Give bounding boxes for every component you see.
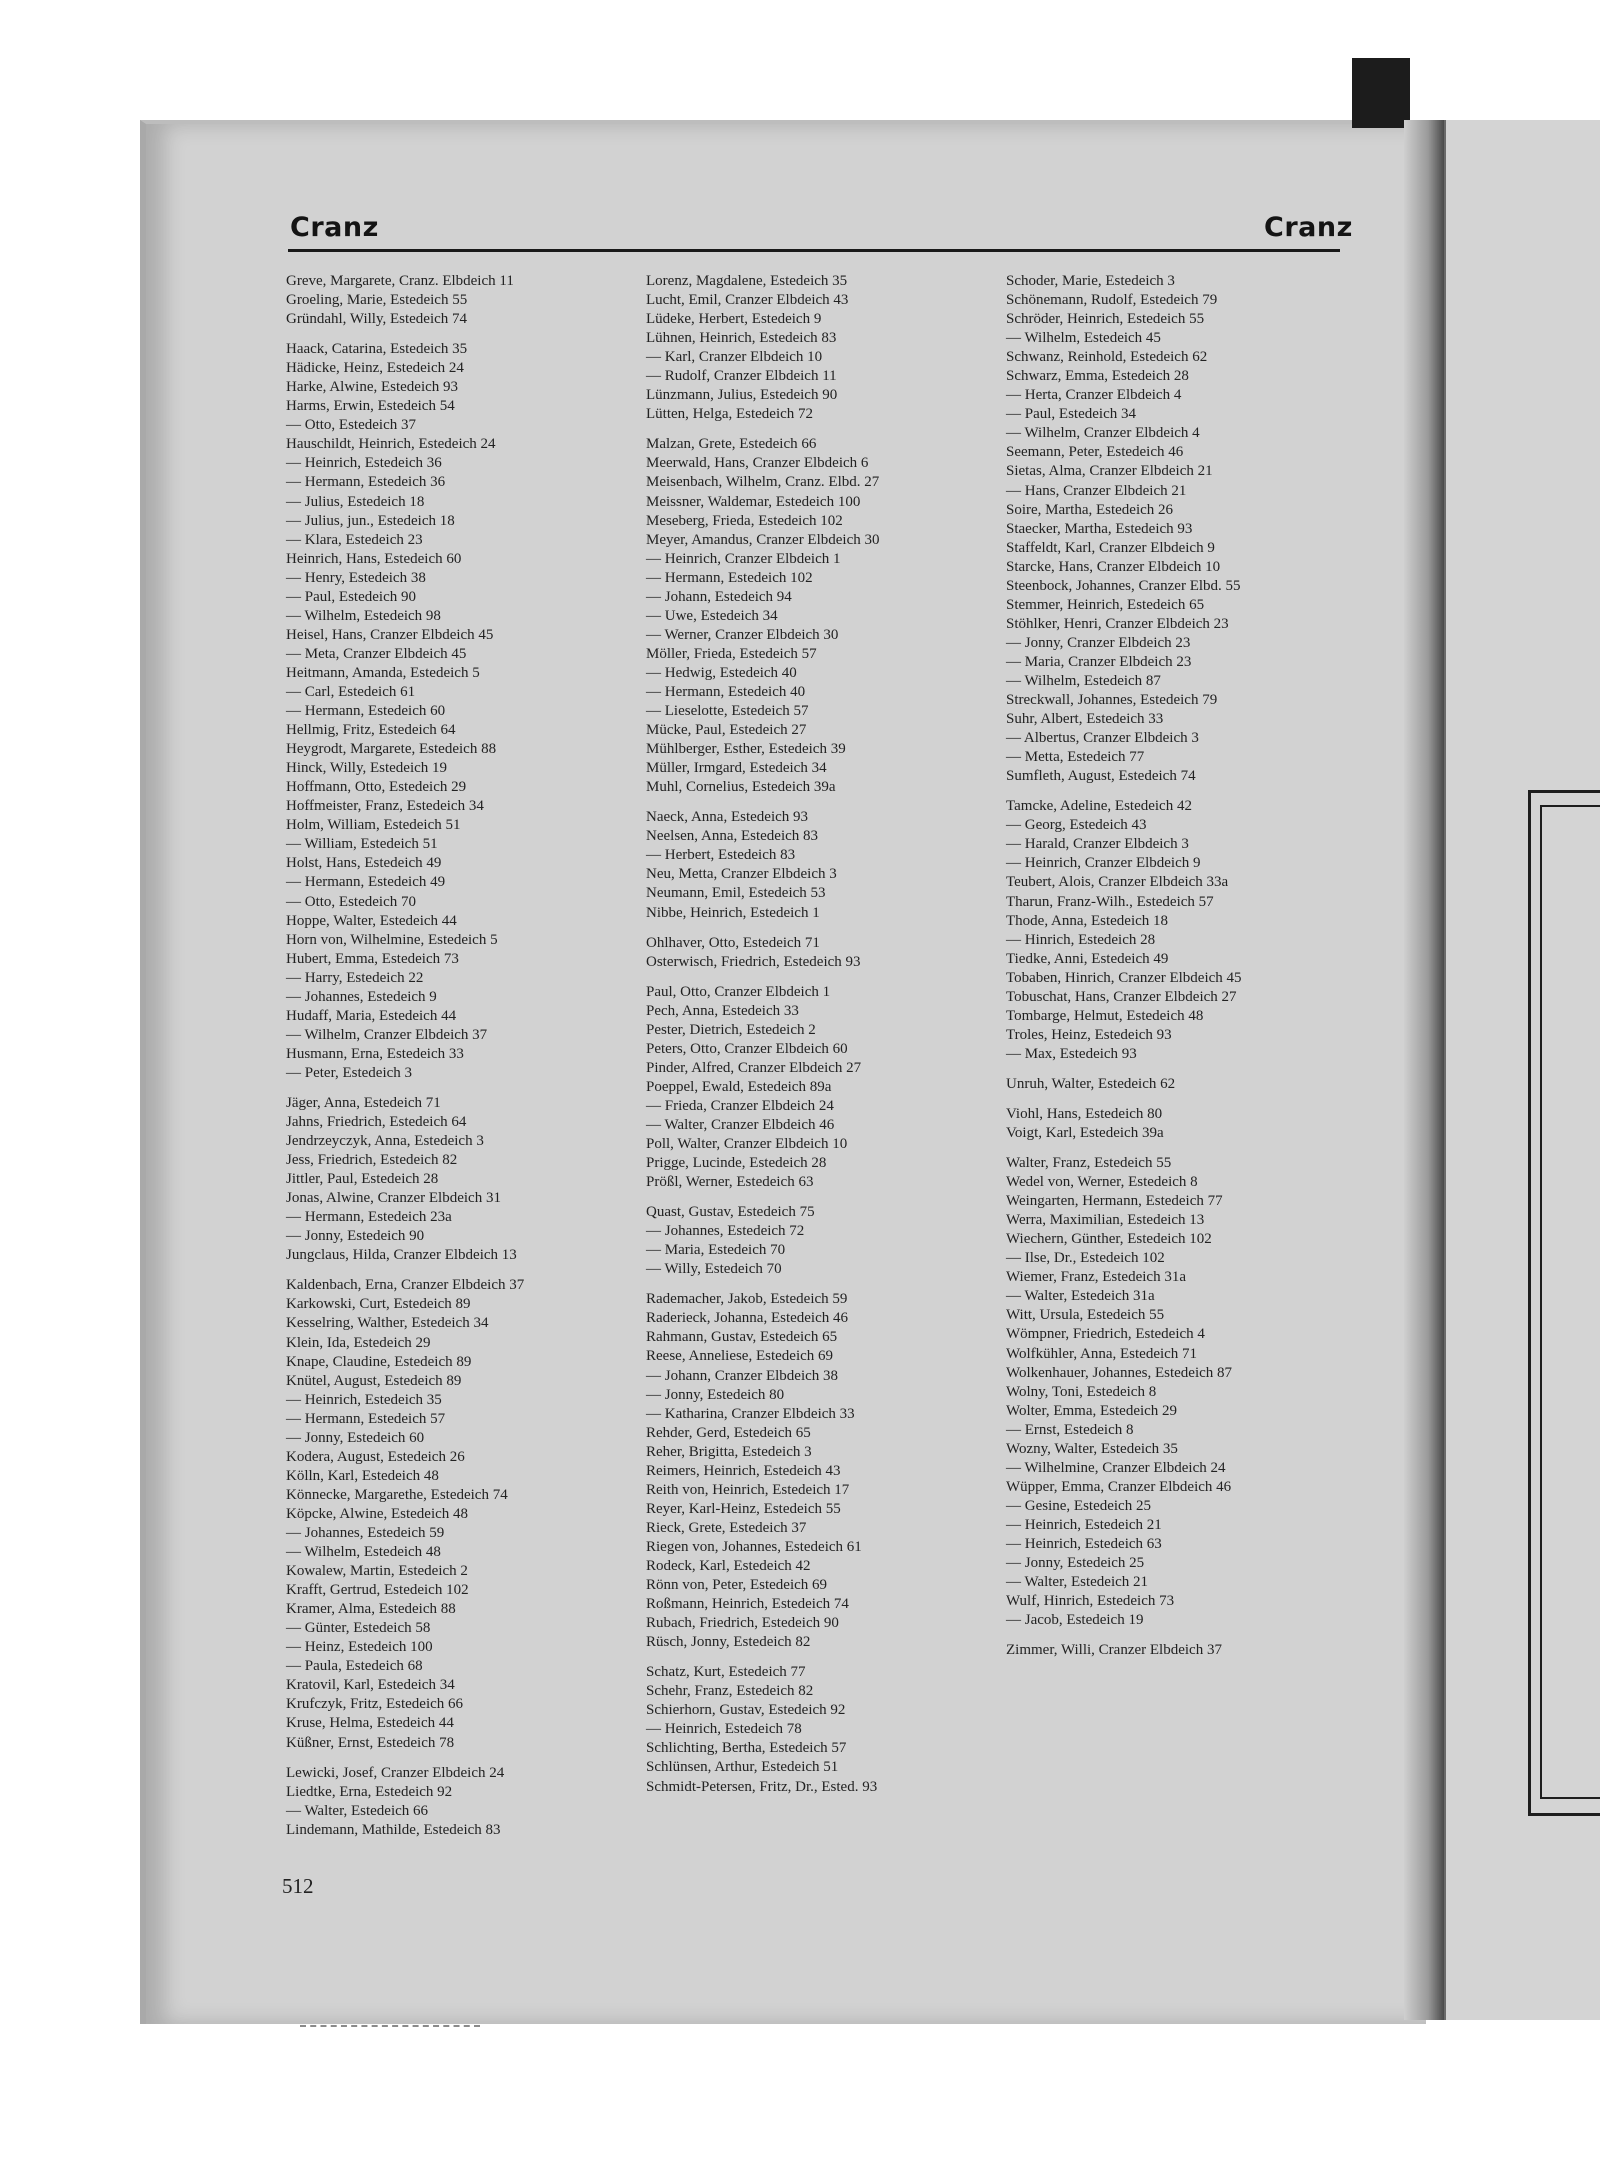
directory-entry: Heinrich, Hans, Estedeich 60 bbox=[286, 550, 462, 567]
directory-entry: Pester, Dietrich, Estedeich 2 bbox=[646, 1021, 816, 1038]
directory-column-3 bbox=[1006, 272, 1346, 1660]
section-gap bbox=[1006, 786, 1346, 797]
directory-entry: — Hinrich, Estedeich 28 bbox=[1006, 931, 1156, 948]
directory-entry: — Hedwig, Estedeich 40 bbox=[646, 664, 797, 681]
directory-entry: Kesselring, Walther, Estedeich 34 bbox=[286, 1315, 489, 1332]
directory-entry: Hinck, Willy, Estedeich 19 bbox=[286, 760, 448, 777]
directory-entry: Jahns, Friedrich, Estedeich 64 bbox=[286, 1114, 467, 1131]
directory-entry: — Jonny, Estedeich 80 bbox=[646, 1386, 785, 1403]
directory-entry: Hudaff, Maria, Estedeich 44 bbox=[286, 1007, 457, 1024]
section-gap bbox=[646, 424, 986, 435]
directory-entry: — Wilhelm, Estedeich 87 bbox=[1006, 672, 1161, 689]
directory-entry: — Paul, Estedeich 90 bbox=[286, 588, 416, 605]
directory-entry: Hubert, Emma, Estedeich 73 bbox=[286, 950, 459, 967]
directory-entry: Hauschildt, Heinrich, Estedeich 24 bbox=[286, 436, 496, 453]
directory-entry: Wiemer, Franz, Estedeich 31a bbox=[1006, 1269, 1186, 1286]
directory-entry: — Johann, Estedeich 94 bbox=[646, 588, 792, 605]
directory-entry: — Hermann, Estedeich 102 bbox=[646, 569, 813, 586]
directory-entry: Wolny, Toni, Estedeich 8 bbox=[1006, 1383, 1157, 1400]
directory-entry: — Günter, Estedeich 58 bbox=[286, 1620, 431, 1637]
directory-entry: — Walter, Estedeich 31a bbox=[1006, 1288, 1155, 1305]
book-spine bbox=[1352, 58, 1410, 128]
directory-entry: Neumann, Emil, Estedeich 53 bbox=[646, 885, 826, 902]
directory-entry: — Johannes, Estedeich 9 bbox=[286, 988, 437, 1005]
directory-entry: Roßmann, Heinrich, Estedeich 74 bbox=[646, 1596, 849, 1613]
directory-entry: — Werner, Cranzer Elbdeich 30 bbox=[646, 626, 839, 643]
directory-entry: — Maria, Cranzer Elbdeich 23 bbox=[1006, 653, 1192, 670]
directory-entry: Unruh, Walter, Estedeich 62 bbox=[1006, 1075, 1176, 1092]
directory-entry: — Ilse, Dr., Estedeich 102 bbox=[1006, 1250, 1165, 1267]
directory-entry: Mühlberger, Esther, Estedeich 39 bbox=[646, 741, 846, 758]
section-gap bbox=[286, 1753, 626, 1764]
directory-entry: Hoppe, Walter, Estedeich 44 bbox=[286, 912, 457, 929]
directory-entry: — Julius, Estedeich 18 bbox=[286, 493, 425, 510]
directory-entry: — Walter, Estedeich 21 bbox=[1006, 1574, 1149, 1591]
directory-entry: Neelsen, Anna, Estedeich 83 bbox=[646, 828, 819, 845]
section-gap bbox=[1006, 1064, 1346, 1075]
directory-entry: Liedtke, Erna, Estedeich 92 bbox=[286, 1783, 453, 1800]
directory-entry: Viohl, Hans, Estedeich 80 bbox=[1006, 1105, 1163, 1122]
directory-entry: Kölln, Karl, Estedeich 48 bbox=[286, 1467, 439, 1484]
directory-entry: — Jonny, Estedeich 90 bbox=[286, 1228, 425, 1245]
page-gutter bbox=[1404, 120, 1444, 2020]
directory-entry: Meisenbach, Wilhelm, Cranz. Elbd. 27 bbox=[646, 474, 880, 491]
directory-entry: Krafft, Gertrud, Estedeich 102 bbox=[286, 1582, 469, 1599]
directory-entry: Lewicki, Josef, Cranzer Elbdeich 24 bbox=[286, 1764, 505, 1781]
section-gap bbox=[286, 1265, 626, 1276]
directory-entry: Könnecke, Margarethe, Estedeich 74 bbox=[286, 1486, 508, 1503]
directory-entry: Möller, Frieda, Estedeich 57 bbox=[646, 645, 817, 662]
directory-entry: — Paula, Estedeich 68 bbox=[286, 1658, 423, 1675]
directory-entry: Raderieck, Johanna, Estedeich 46 bbox=[646, 1310, 849, 1327]
directory-entry: — Heinrich, Estedeich 63 bbox=[1006, 1536, 1162, 1552]
directory-entry: Suhr, Albert, Estedeich 33 bbox=[1006, 711, 1164, 728]
directory-entry: Lorenz, Magdalene, Estedeich 35 bbox=[646, 273, 848, 289]
directory-entry: Lühnen, Heinrich, Estedeich 83 bbox=[646, 330, 837, 347]
directory-column-1 bbox=[286, 272, 626, 1840]
directory-entry: Troles, Heinz, Estedeich 93 bbox=[1006, 1026, 1172, 1043]
directory-entry: Schwanz, Reinhold, Estedeich 62 bbox=[1006, 349, 1208, 366]
directory-entry: — Heinrich, Estedeich 21 bbox=[1006, 1516, 1162, 1533]
directory-entry: — Otto, Estedeich 37 bbox=[286, 417, 416, 434]
directory-entry: — Peter, Estedeich 3 bbox=[286, 1064, 413, 1081]
directory-entry: Tamcke, Adeline, Estedeich 42 bbox=[1006, 798, 1192, 815]
directory-entry: Walter, Franz, Estedeich 55 bbox=[1006, 1155, 1172, 1172]
directory-entry: Wüpper, Emma, Cranzer Elbdeich 46 bbox=[1006, 1478, 1232, 1495]
directory-entry: Holm, William, Estedeich 51 bbox=[286, 817, 461, 834]
directory-entry: Schwarz, Emma, Estedeich 28 bbox=[1006, 368, 1189, 385]
directory-column-2 bbox=[646, 272, 986, 1797]
directory-entry: Reese, Anneliese, Estedeich 69 bbox=[646, 1348, 834, 1365]
directory-entry: Haack, Catarina, Estedeich 35 bbox=[286, 341, 468, 358]
directory-entry: Neu, Metta, Cranzer Elbdeich 3 bbox=[646, 866, 837, 883]
directory-entry: Rubach, Friedrich, Estedeich 90 bbox=[646, 1615, 839, 1632]
directory-entry: — Willy, Estedeich 70 bbox=[646, 1261, 782, 1278]
directory-entry: — Herta, Cranzer Elbdeich 4 bbox=[1006, 387, 1182, 404]
section-gap bbox=[646, 1192, 986, 1203]
directory-entry: — Metta, Estedeich 77 bbox=[1006, 749, 1145, 766]
directory-entry: Gründahl, Willy, Estedeich 74 bbox=[286, 311, 468, 328]
directory-entry: Jonas, Alwine, Cranzer Elbdeich 31 bbox=[286, 1190, 501, 1207]
directory-entry: Heitmann, Amanda, Estedeich 5 bbox=[286, 664, 480, 681]
directory-entry: Wiechern, Günther, Estedeich 102 bbox=[1006, 1231, 1212, 1248]
directory-entry: Thode, Anna, Estedeich 18 bbox=[1006, 912, 1169, 929]
directory-entry: Rahmann, Gustav, Estedeich 65 bbox=[646, 1329, 838, 1346]
directory-entry: Wolfkühler, Anna, Estedeich 71 bbox=[1006, 1345, 1198, 1362]
directory-entry: — Wilhelm, Estedeich 98 bbox=[286, 607, 441, 624]
directory-entry: Streckwall, Johannes, Estedeich 79 bbox=[1006, 692, 1218, 709]
directory-entry: Schehr, Franz, Estedeich 82 bbox=[646, 1683, 814, 1700]
directory-entry: Rieck, Grete, Estedeich 37 bbox=[646, 1519, 807, 1536]
directory-entry: Naeck, Anna, Estedeich 93 bbox=[646, 809, 809, 826]
directory-entry: — Henry, Estedeich 38 bbox=[286, 569, 426, 586]
directory-entry: Wömpner, Friedrich, Estedeich 4 bbox=[1006, 1326, 1205, 1343]
directory-entry: Meseberg, Frieda, Estedeich 102 bbox=[646, 512, 843, 529]
directory-entry: Jäger, Anna, Estedeich 71 bbox=[286, 1094, 441, 1111]
directory-entry: — Ernst, Estedeich 8 bbox=[1006, 1421, 1134, 1438]
directory-entry: Wolkenhauer, Johannes, Estedeich 87 bbox=[1006, 1364, 1233, 1381]
directory-entry: Wedel von, Werner, Estedeich 8 bbox=[1006, 1174, 1198, 1191]
directory-entry: — Heinrich, Estedeich 78 bbox=[646, 1721, 802, 1738]
directory-entry: Ohlhaver, Otto, Estedeich 71 bbox=[646, 934, 820, 951]
directory-entry: — Karl, Cranzer Elbdeich 10 bbox=[646, 349, 823, 366]
directory-entry: — Hermann, Estedeich 23a bbox=[286, 1209, 452, 1226]
directory-entry: Teubert, Alois, Cranzer Elbdeich 33a bbox=[1006, 874, 1229, 891]
directory-entry: Kowalew, Martin, Estedeich 2 bbox=[286, 1563, 468, 1580]
directory-entry: Starcke, Hans, Cranzer Elbdeich 10 bbox=[1006, 558, 1221, 575]
directory-entry: — Paul, Estedeich 34 bbox=[1006, 406, 1136, 423]
directory-entry: — Katharina, Cranzer Elbdeich 33 bbox=[646, 1405, 855, 1422]
directory-entry: Rehder, Gerd, Estedeich 65 bbox=[646, 1424, 811, 1441]
directory-entry: Muhl, Cornelius, Estedeich 39a bbox=[646, 779, 836, 796]
directory-entry: Reith von, Heinrich, Estedeich 17 bbox=[646, 1481, 850, 1498]
directory-entry: Krufczyk, Fritz, Estedeich 66 bbox=[286, 1696, 464, 1713]
directory-entry: Mücke, Paul, Estedeich 27 bbox=[646, 722, 807, 739]
directory-entry: Tharun, Franz-Wilh., Estedeich 57 bbox=[1006, 893, 1214, 910]
directory-entry: Hädicke, Heinz, Estedeich 24 bbox=[286, 360, 464, 377]
directory-entry: Weingarten, Hermann, Estedeich 77 bbox=[1006, 1193, 1223, 1210]
directory-entry: — Frieda, Cranzer Elbdeich 24 bbox=[646, 1097, 834, 1114]
directory-entry: Kruse, Helma, Estedeich 44 bbox=[286, 1715, 454, 1732]
section-gap bbox=[646, 1279, 986, 1290]
directory-entry: Rüsch, Jonny, Estedeich 82 bbox=[646, 1634, 811, 1651]
directory-entry: — Julius, jun., Estedeich 18 bbox=[286, 512, 455, 529]
section-gap bbox=[646, 972, 986, 983]
directory-entry: Jendrzeyczyk, Anna, Estedeich 3 bbox=[286, 1133, 484, 1150]
section-gap bbox=[286, 329, 626, 340]
directory-entry: Hoffmeister, Franz, Estedeich 34 bbox=[286, 798, 484, 815]
directory-entry: Reher, Brigitta, Estedeich 3 bbox=[646, 1443, 812, 1460]
directory-entry: Sumfleth, August, Estedeich 74 bbox=[1006, 768, 1196, 785]
directory-entry: Meyer, Amandus, Cranzer Elbdeich 30 bbox=[646, 531, 880, 548]
directory-entry: Wozny, Walter, Estedeich 35 bbox=[1006, 1440, 1178, 1457]
directory-entry: Küßner, Ernst, Estedeich 78 bbox=[286, 1734, 455, 1751]
directory-entry: — Wilhelm, Estedeich 48 bbox=[286, 1544, 441, 1561]
facing-page-inner-frame bbox=[1540, 805, 1600, 1799]
directory-entry: — Johannes, Estedeich 72 bbox=[646, 1223, 805, 1240]
directory-entry: Greve, Margarete, Cranz. Elbdeich 11 bbox=[286, 273, 514, 289]
directory-entry: — Heinz, Estedeich 100 bbox=[286, 1639, 433, 1656]
directory-entry: Schmidt-Petersen, Fritz, Dr., Ested. 93 bbox=[646, 1778, 878, 1795]
directory-entry: — Johann, Cranzer Elbdeich 38 bbox=[646, 1367, 839, 1384]
directory-entry: Schierhorn, Gustav, Estedeich 92 bbox=[646, 1702, 846, 1719]
directory-entry: Voigt, Karl, Estedeich 39a bbox=[1006, 1125, 1164, 1142]
directory-entry: Prigge, Lucinde, Estedeich 28 bbox=[646, 1155, 827, 1172]
directory-entry: — Walter, Estedeich 66 bbox=[286, 1802, 429, 1819]
directory-entry: Osterwisch, Friedrich, Estedeich 93 bbox=[646, 953, 861, 970]
directory-entry: Kratovil, Karl, Estedeich 34 bbox=[286, 1677, 455, 1694]
directory-entry: Heygrodt, Margarete, Estedeich 88 bbox=[286, 741, 497, 758]
directory-entry: Schlichting, Bertha, Estedeich 57 bbox=[646, 1740, 847, 1757]
directory-entry: Kodera, August, Estedeich 26 bbox=[286, 1448, 465, 1465]
directory-entry: Knape, Claudine, Estedeich 89 bbox=[286, 1353, 472, 1370]
directory-entry: Wulf, Hinrich, Estedeich 73 bbox=[1006, 1593, 1175, 1610]
section-gap bbox=[646, 1652, 986, 1663]
directory-entry: — Lieselotte, Estedeich 57 bbox=[646, 703, 809, 720]
directory-entry: Schatz, Kurt, Estedeich 77 bbox=[646, 1664, 806, 1681]
directory-entry: Lucht, Emil, Cranzer Elbdeich 43 bbox=[646, 292, 849, 309]
directory-entry: Harms, Erwin, Estedeich 54 bbox=[286, 398, 455, 415]
directory-entry: Knütel, August, Estedeich 89 bbox=[286, 1372, 462, 1389]
directory-entry: Peters, Otto, Cranzer Elbdeich 60 bbox=[646, 1040, 848, 1057]
directory-entry: Poeppel, Ewald, Estedeich 89a bbox=[646, 1078, 832, 1095]
directory-entry: — Meta, Cranzer Elbdeich 45 bbox=[286, 645, 467, 662]
directory-entry: Husmann, Erna, Estedeich 33 bbox=[286, 1045, 464, 1062]
directory-entry: Witt, Ursula, Estedeich 55 bbox=[1006, 1307, 1165, 1324]
directory-entry: — Harald, Cranzer Elbdeich 3 bbox=[1006, 836, 1189, 853]
directory-entry: — Hermann, Estedeich 49 bbox=[286, 874, 446, 891]
directory-entry: Seemann, Peter, Estedeich 46 bbox=[1006, 444, 1184, 461]
directory-entry: Staffeldt, Karl, Cranzer Elbdeich 9 bbox=[1006, 539, 1215, 556]
directory-entry: Werra, Maximilian, Estedeich 13 bbox=[1006, 1212, 1205, 1229]
directory-entry: — Georg, Estedeich 43 bbox=[1006, 817, 1147, 834]
directory-entry: Stöhlker, Henri, Cranzer Elbdeich 23 bbox=[1006, 615, 1229, 632]
directory-entry: Meissner, Waldemar, Estedeich 100 bbox=[646, 493, 861, 510]
directory-entry: — Heinrich, Estedeich 35 bbox=[286, 1391, 442, 1408]
directory-entry: — Klara, Estedeich 23 bbox=[286, 531, 423, 548]
directory-entry: Schröder, Heinrich, Estedeich 55 bbox=[1006, 311, 1205, 328]
directory-entry: Lünzmann, Julius, Estedeich 90 bbox=[646, 387, 838, 404]
directory-entry: — Walter, Cranzer Elbdeich 46 bbox=[646, 1116, 835, 1133]
directory-entry: — Max, Estedeich 93 bbox=[1006, 1045, 1137, 1062]
directory-entry: Kaldenbach, Erna, Cranzer Elbdeich 37 bbox=[286, 1277, 525, 1294]
directory-entry: Harke, Alwine, Estedeich 93 bbox=[286, 379, 459, 396]
directory-entry: — Heinrich, Cranzer Elbdeich 9 bbox=[1006, 855, 1201, 872]
directory-entry: Staecker, Martha, Estedeich 93 bbox=[1006, 520, 1193, 537]
directory-entry: — Hans, Cranzer Elbdeich 21 bbox=[1006, 482, 1187, 499]
section-gap bbox=[1006, 1630, 1346, 1641]
directory-entry: Reimers, Heinrich, Estedeich 43 bbox=[646, 1462, 841, 1479]
directory-entry: Horn von, Wilhelmine, Estedeich 5 bbox=[286, 931, 498, 948]
directory-entry: Nibbe, Heinrich, Estedeich 1 bbox=[646, 904, 820, 921]
section-gap bbox=[286, 1083, 626, 1094]
directory-entry: — Wilhelm, Cranzer Elbdeich 4 bbox=[1006, 425, 1200, 442]
directory-entry: Tombarge, Helmut, Estedeich 48 bbox=[1006, 1007, 1204, 1024]
directory-entry: Karkowski, Curt, Estedeich 89 bbox=[286, 1296, 471, 1313]
section-gap bbox=[646, 923, 986, 934]
directory-entry: Jittler, Paul, Estedeich 28 bbox=[286, 1171, 439, 1188]
directory-entry: — Hermann, Estedeich 60 bbox=[286, 703, 446, 720]
directory-entry: Jungclaus, Hilda, Cranzer Elbdeich 13 bbox=[286, 1247, 517, 1264]
directory-entry: Tiedke, Anni, Estedeich 49 bbox=[1006, 950, 1169, 967]
scan-background bbox=[0, 58, 140, 2028]
directory-entry: Paul, Otto, Cranzer Elbdeich 1 bbox=[646, 983, 831, 1000]
directory-entry: Lütten, Helga, Estedeich 72 bbox=[646, 406, 814, 423]
directory-entry: — Uwe, Estedeich 34 bbox=[646, 607, 778, 624]
directory-entry: — Jonny, Estedeich 25 bbox=[1006, 1555, 1145, 1572]
directory-entry: Sietas, Alma, Cranzer Elbdeich 21 bbox=[1006, 463, 1213, 480]
header-rule bbox=[288, 249, 1340, 252]
page-number: 512 bbox=[282, 1874, 314, 1898]
directory-entry: — Johannes, Estedeich 59 bbox=[286, 1525, 445, 1541]
directory-entry: — Heinrich, Cranzer Elbdeich 1 bbox=[646, 550, 841, 567]
directory-entry: Hellmig, Fritz, Estedeich 64 bbox=[286, 722, 456, 739]
directory-entry: Tobuschat, Hans, Cranzer Elbdeich 27 bbox=[1006, 988, 1237, 1005]
directory-entry: — Jonny, Cranzer Elbdeich 23 bbox=[1006, 634, 1191, 651]
directory-entry: Malzan, Grete, Estedeich 66 bbox=[646, 436, 817, 453]
directory-entry: Schoder, Marie, Estedeich 3 bbox=[1006, 273, 1175, 289]
directory-entry: Poll, Walter, Cranzer Elbdeich 10 bbox=[646, 1136, 848, 1153]
directory-entry: Riegen von, Johannes, Estedeich 61 bbox=[646, 1538, 862, 1555]
directory-entry: Heisel, Hans, Cranzer Elbdeich 45 bbox=[286, 626, 494, 643]
directory-entry: — Jacob, Estedeich 19 bbox=[1006, 1612, 1144, 1629]
directory-entry: — Rudolf, Cranzer Elbdeich 11 bbox=[646, 368, 837, 385]
running-head-right: Cranz bbox=[1264, 212, 1353, 243]
directory-entry: Groeling, Marie, Estedeich 55 bbox=[286, 292, 468, 309]
scan-artifact-line bbox=[300, 2025, 480, 2029]
directory-entry: — Harry, Estedeich 22 bbox=[286, 969, 424, 986]
directory-entry: — Carl, Estedeich 61 bbox=[286, 683, 416, 700]
directory-entry: — Herbert, Estedeich 83 bbox=[646, 847, 796, 864]
directory-entry: Köpcke, Alwine, Estedeich 48 bbox=[286, 1505, 469, 1522]
directory-entry: — Hermann, Estedeich 57 bbox=[286, 1410, 446, 1427]
directory-entry: Soire, Martha, Estedeich 26 bbox=[1006, 501, 1174, 518]
directory-entry: Reyer, Karl-Heinz, Estedeich 55 bbox=[646, 1500, 841, 1517]
directory-entry: Pinder, Alfred, Cranzer Elbdeich 27 bbox=[646, 1059, 862, 1076]
directory-entry: Rönn von, Peter, Estedeich 69 bbox=[646, 1577, 828, 1594]
directory-entry: Kramer, Alma, Estedeich 88 bbox=[286, 1601, 456, 1618]
directory-entry: Rodeck, Karl, Estedeich 42 bbox=[646, 1558, 811, 1574]
directory-entry: Holst, Hans, Estedeich 49 bbox=[286, 855, 442, 872]
directory-entry: — Gesine, Estedeich 25 bbox=[1006, 1497, 1151, 1514]
directory-entry: — William, Estedeich 51 bbox=[286, 836, 438, 853]
directory-entry: — Albertus, Cranzer Elbdeich 3 bbox=[1006, 730, 1199, 747]
directory-entry: Stemmer, Heinrich, Estedeich 65 bbox=[1006, 596, 1205, 613]
directory-entry: — Jonny, Estedeich 60 bbox=[286, 1429, 425, 1446]
directory-entry: Prößl, Werner, Estedeich 63 bbox=[646, 1174, 814, 1191]
directory-entry: Wolter, Emma, Estedeich 29 bbox=[1006, 1402, 1178, 1419]
directory-entry: — Wilhelmine, Cranzer Elbdeich 24 bbox=[1006, 1459, 1226, 1476]
section-gap bbox=[646, 797, 986, 808]
directory-entry: — Hermann, Estedeich 36 bbox=[286, 474, 446, 491]
running-head-left: Cranz bbox=[290, 212, 379, 243]
directory-entry: — Wilhelm, Cranzer Elbdeich 37 bbox=[286, 1026, 488, 1043]
directory-entry: Müller, Irmgard, Estedeich 34 bbox=[646, 760, 827, 777]
section-gap bbox=[1006, 1143, 1346, 1154]
directory-entry: Zimmer, Willi, Cranzer Elbdeich 37 bbox=[1006, 1642, 1222, 1659]
directory-entry: Rademacher, Jakob, Estedeich 59 bbox=[646, 1291, 848, 1308]
directory-entry: Lindemann, Mathilde, Estedeich 83 bbox=[286, 1821, 501, 1838]
directory-entry: Steenbock, Johannes, Cranzer Elbd. 55 bbox=[1006, 577, 1241, 594]
directory-entry: Klein, Ida, Estedeich 29 bbox=[286, 1334, 431, 1351]
directory-entry: — Otto, Estedeich 70 bbox=[286, 893, 416, 910]
section-gap bbox=[1006, 1094, 1346, 1105]
directory-entry: — Wilhelm, Estedeich 45 bbox=[1006, 330, 1161, 347]
directory-entry: Pech, Anna, Estedeich 33 bbox=[646, 1002, 799, 1019]
directory-entry: — Hermann, Estedeich 40 bbox=[646, 683, 806, 700]
directory-entry: Schlünsen, Arthur, Estedeich 51 bbox=[646, 1759, 839, 1776]
directory-entry: Schönemann, Rudolf, Estedeich 79 bbox=[1006, 292, 1218, 309]
directory-entry: Jess, Friedrich, Estedeich 82 bbox=[286, 1152, 458, 1169]
directory-entry: Lüdeke, Herbert, Estedeich 9 bbox=[646, 311, 822, 328]
directory-entry: Meerwald, Hans, Cranzer Elbdeich 6 bbox=[646, 455, 869, 472]
directory-entry: Tobaben, Hinrich, Cranzer Elbdeich 45 bbox=[1006, 969, 1242, 986]
directory-entry: — Maria, Estedeich 70 bbox=[646, 1242, 786, 1259]
directory-entry: — Heinrich, Estedeich 36 bbox=[286, 455, 442, 472]
directory-entry: Hoffmann, Otto, Estedeich 29 bbox=[286, 779, 467, 796]
directory-entry: Quast, Gustav, Estedeich 75 bbox=[646, 1204, 815, 1221]
